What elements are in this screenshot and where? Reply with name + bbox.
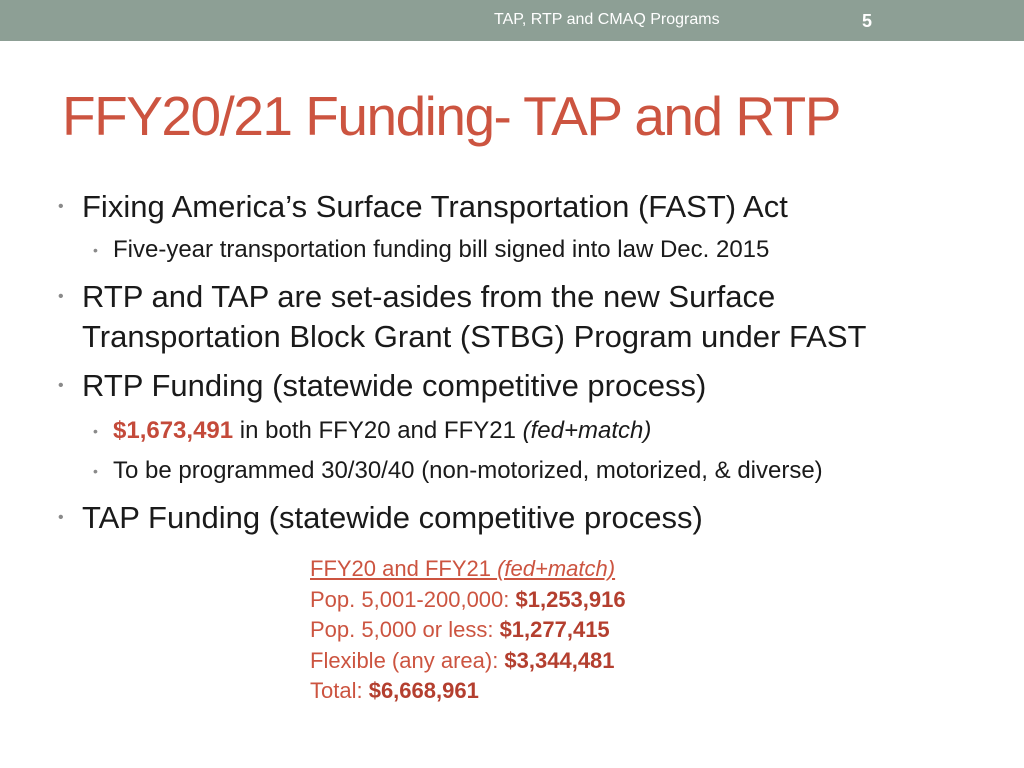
tap-box-header-text: FFY20 and FFY21 <box>310 556 498 581</box>
tap-row-value: $6,668,961 <box>368 678 479 703</box>
bullet-text: Fixing America’s Surface Transportation (FAST) Act <box>82 189 788 224</box>
tap-row-label: Total: <box>310 678 369 703</box>
bullet-text: To be programmed 30/30/40 (non-motorized, motorized, & diverse) <box>113 457 823 484</box>
tap-row-pop-5000-or-less <box>310 615 626 646</box>
bullet-text-line1: RTP and TAP are set-asides from the new Surface <box>82 279 776 314</box>
bullet-tap-funding <box>58 498 703 538</box>
tap-row-label: Flexible (any area): <box>310 647 505 673</box>
bullet-set-asides <box>58 277 776 317</box>
rtp-amount-text: in both FFY20 and FFY21 <box>233 417 523 444</box>
tap-row-value: $1,277,415 <box>499 617 610 642</box>
bullet-text-line2: Transportation Block Grant (STBG) Program under FAST <box>82 319 867 354</box>
tap-row-total <box>310 676 626 707</box>
bullet-text: RTP Funding (statewide competitive process) <box>82 368 707 403</box>
slide-number: 5 <box>862 11 873 31</box>
bullet-text: TAP Funding (statewide competitive process) <box>82 500 703 535</box>
tap-row-label: Pop. 5,001-200,000: <box>310 586 516 612</box>
rtp-amount: $1,673,491 <box>113 417 234 444</box>
slide-title: FFY20/21 Funding- TAP and RTP <box>62 85 840 147</box>
sub-bullet-programmed <box>93 455 823 487</box>
tap-row-flexible <box>310 646 626 677</box>
bullet-fast-act <box>58 187 788 227</box>
tap-box-header <box>310 554 626 585</box>
tap-funding-box <box>310 554 626 707</box>
tap-box-header-italic: (fed+match) <box>497 556 616 581</box>
rtp-fed-match: (fed+match) <box>522 417 652 444</box>
bullet-dot-icon: • <box>93 423 98 439</box>
tap-row-pop-5001-200000 <box>310 585 626 616</box>
tap-row-value: $1,253,916 <box>515 586 626 612</box>
bullet-text: Five-year transportation funding bill signed into law Dec. 2015 <box>113 236 770 263</box>
bullet-dot-icon: • <box>58 198 64 215</box>
sub-bullet-rtp-amount <box>93 415 652 447</box>
bullet-dot-icon: • <box>93 463 98 479</box>
sub-bullet-five-year <box>93 234 770 266</box>
bullet-dot-icon: • <box>58 377 64 394</box>
tap-row-value: $3,344,481 <box>504 647 615 673</box>
presentation-title: TAP, RTP and CMAQ Programs <box>494 11 720 28</box>
bullet-set-asides-cont <box>82 317 866 357</box>
bullet-dot-icon: • <box>58 288 64 305</box>
header-bar <box>0 0 1024 41</box>
tap-row-label: Pop. 5,000 or less: <box>310 617 500 642</box>
bullet-dot-icon: • <box>58 509 64 526</box>
bullet-dot-icon: • <box>93 242 98 258</box>
bullet-rtp-funding <box>58 366 707 406</box>
